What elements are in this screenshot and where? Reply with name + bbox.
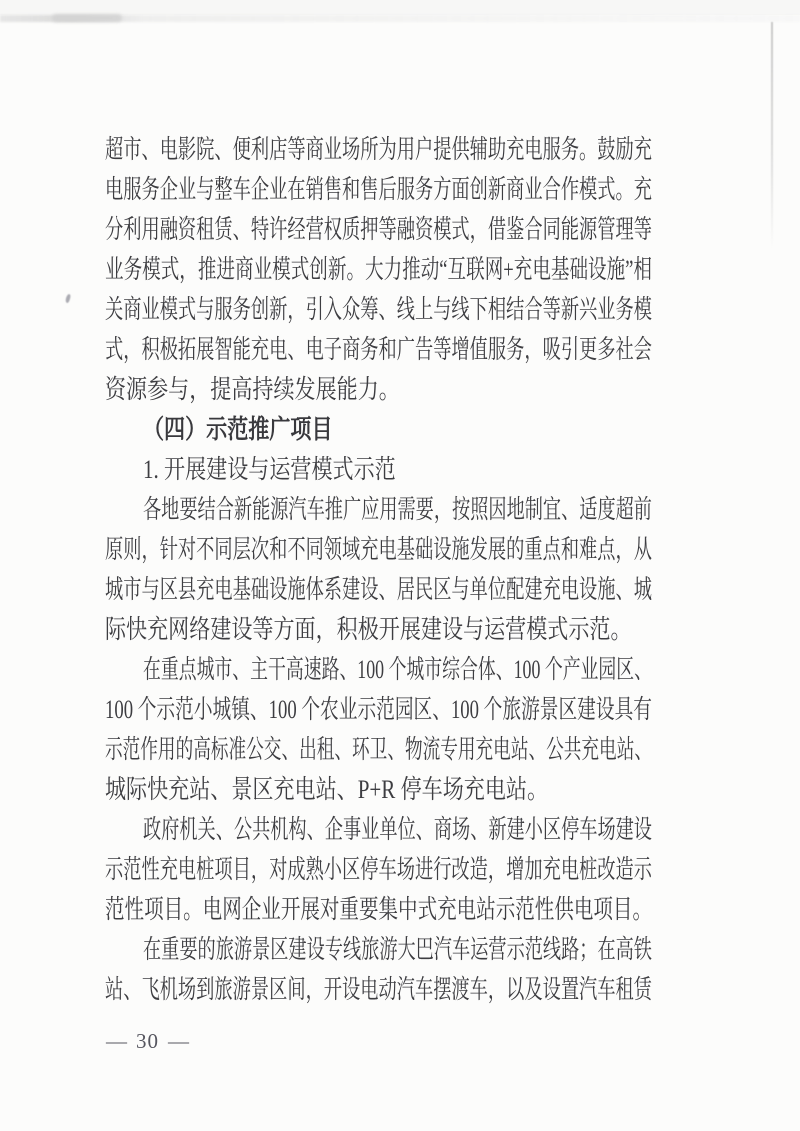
document-line-text: 政府机关、公共机构、企事业单位、商场、新建小区停车场建设 <box>143 815 652 844</box>
document-line-text: 各地要结合新能源汽车推广应用需要，按照因地制宜、适度超前 <box>143 495 652 524</box>
document-line <box>105 650 652 690</box>
document-line-text: 城际快充站、景区充电站、P+R 停车场充电站。 <box>105 775 549 804</box>
document-line <box>105 250 652 290</box>
document-line <box>105 210 652 250</box>
document-line <box>105 410 652 450</box>
document-line <box>105 690 652 730</box>
footer-dash-right: — <box>168 1029 189 1053</box>
document-line-text: 范性项目。电网企业开展对重要集中式充电站示范性供电项目。 <box>105 895 652 924</box>
document-line-text: 业务模式，推进商业模式创新。大力推动“互联网+充电基础设施”相 <box>105 255 652 284</box>
document-line-text: 际快充网络建设等方面，积极开展建设与运营模式示范。 <box>105 615 632 644</box>
document-line <box>105 770 652 810</box>
document-line-text: 超市、电影院、便利店等商业场所为用户提供辅助充电服务。鼓励充 <box>105 135 652 164</box>
document-line-text: 示范性充电桩项目，对成熟小区停车场进行改造，增加充电桩改造示 <box>105 855 652 884</box>
document-body <box>105 130 652 1010</box>
document-line <box>105 370 652 410</box>
page-number: 30 <box>136 1029 159 1053</box>
document-line-text: 城市与区县充电基础设施体系建设、居民区与单位配建充电设施、城 <box>105 575 652 604</box>
document-line-text: 关商业模式与服务创新，引入众筹、线上与线下相结合等新兴业务模 <box>105 295 652 324</box>
document-line-text: 在重要的旅游景区建设专线旅游大巴汽车运营示范线路；在高铁 <box>143 935 652 964</box>
document-line-text: 站、飞机场到旅游景区间，开设电动汽车摆渡车，以及设置汽车租赁 <box>105 975 652 1004</box>
document-line-text: 1. 开展建设与运营模式示范 <box>143 455 396 484</box>
document-line <box>105 810 652 850</box>
document-line <box>105 730 652 770</box>
document-line-text: 在重点城市、主干高速路、100 个城市综合体、100 个产业园区、 <box>143 655 652 684</box>
document-line <box>105 850 652 890</box>
document-line <box>105 970 652 1010</box>
document-line <box>105 130 652 170</box>
scan-fold-line <box>771 22 773 250</box>
document-line <box>105 490 652 530</box>
document-line-text: 原则，针对不同层次和不同领域充电基础设施发展的重点和难点，从 <box>105 535 652 564</box>
scan-top-edge <box>0 0 800 15</box>
scan-smudge-blob <box>52 14 122 22</box>
footer-dash-left: — <box>106 1029 127 1053</box>
document-line-text: 示范作用的高标准公交、出租、环卫、物流专用充电站、公共充电站、 <box>105 735 652 764</box>
document-line <box>105 170 652 210</box>
document-line <box>105 930 652 970</box>
document-line-text: 电服务企业与整车企业在销售和售后服务方面创新商业合作模式。充 <box>105 175 652 204</box>
document-line-text: 100 个示范小城镇、100 个农业示范园区、100 个旅游景区建设具有 <box>105 695 652 724</box>
document-line-text: （四）示范推广项目 <box>143 415 333 444</box>
document-line-text: 式，积极拓展智能充电、电子商务和广告等增值服务，吸引更多社会 <box>105 335 652 364</box>
page-footer <box>106 1026 189 1056</box>
document-line <box>105 450 652 490</box>
document-line <box>105 530 652 570</box>
document-line-text: 资源参与，提高持续发展能力。 <box>105 375 400 404</box>
document-line <box>105 890 652 930</box>
document-line <box>105 330 652 370</box>
document-line-text: 分利用融资租赁、特许经营权质押等融资模式，借鉴合同能源管理等 <box>105 215 652 244</box>
ink-speck <box>65 294 72 304</box>
document-line <box>105 570 652 610</box>
document-line <box>105 290 652 330</box>
document-line <box>105 610 652 650</box>
